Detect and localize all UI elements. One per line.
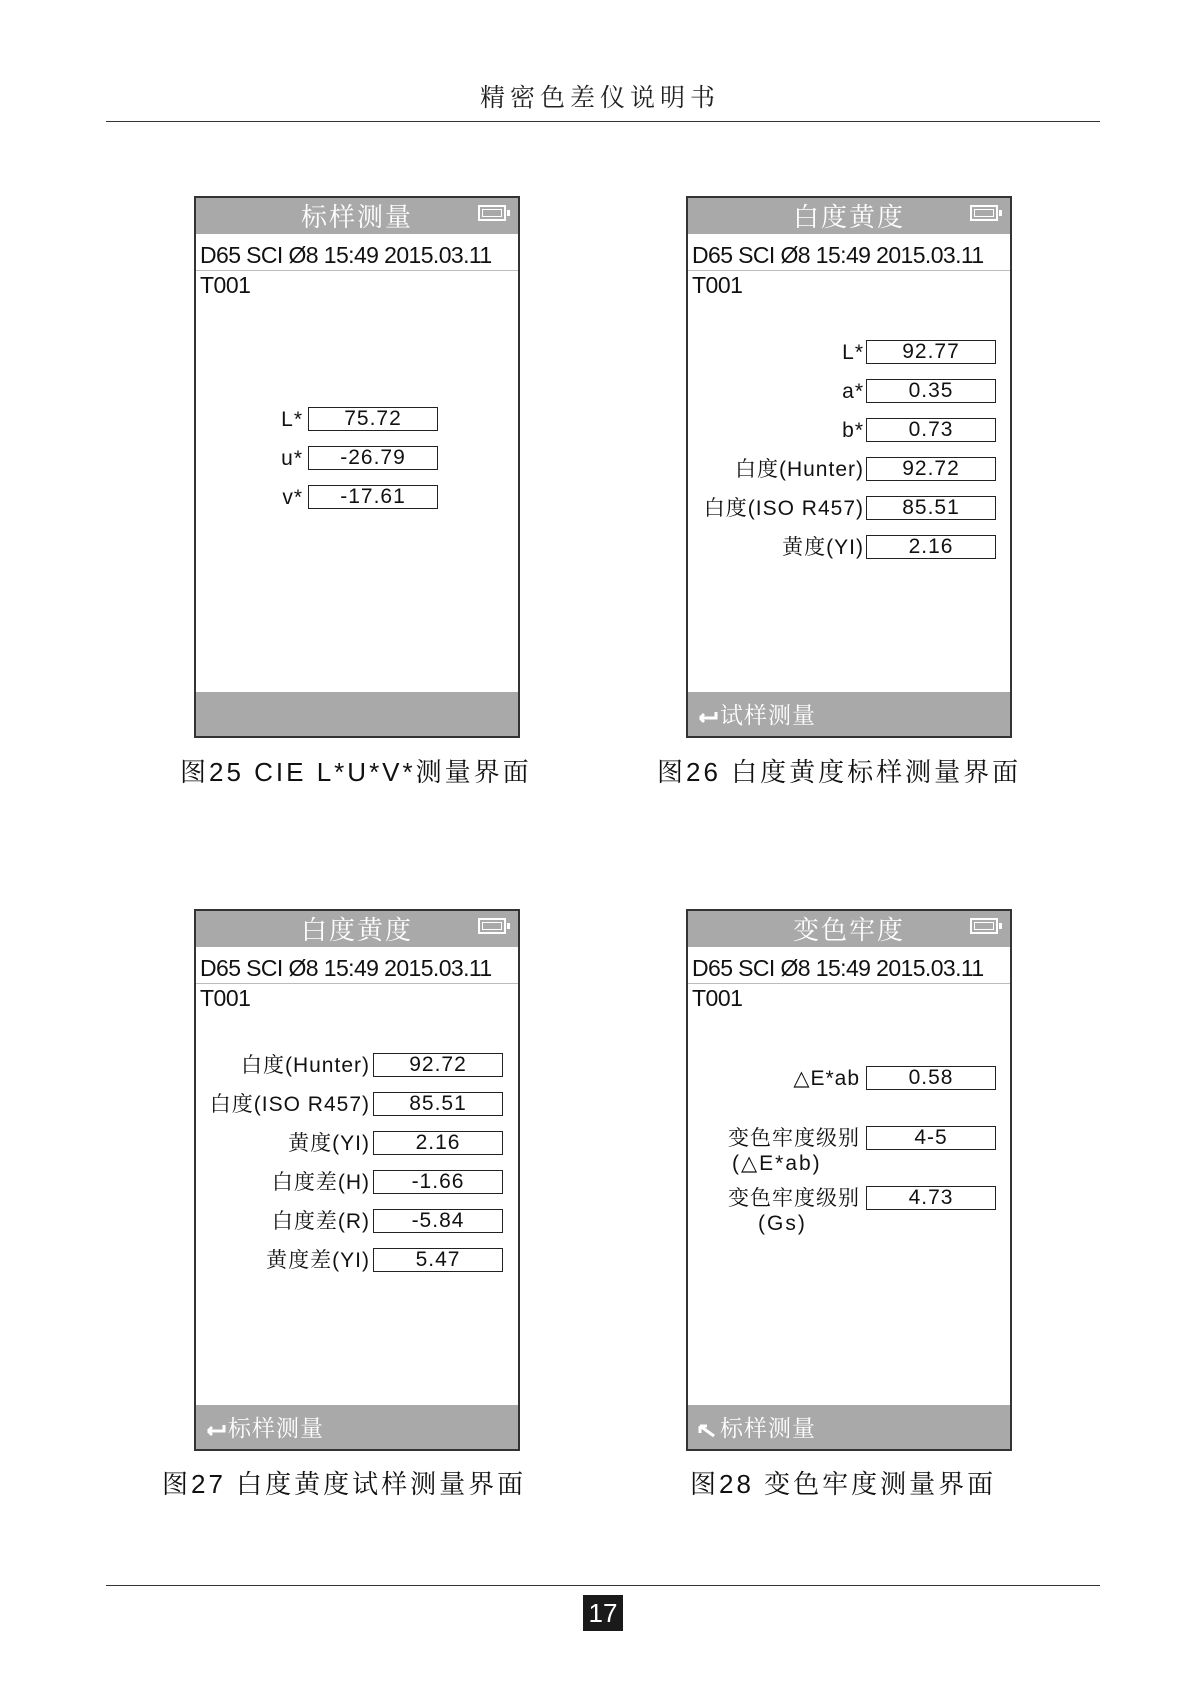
screen-title-bar (196, 198, 518, 234)
value-row-fastness-grade-de (688, 1126, 1014, 1175)
value-box: -5.84 (373, 1209, 503, 1233)
value-row (688, 340, 1014, 366)
value-box: 92.72 (866, 457, 996, 481)
value-box: -1.66 (373, 1170, 503, 1194)
reference-sample-softkey[interactable] (196, 1405, 518, 1449)
value-label: a* (842, 380, 864, 403)
value-sublabel: (Gs) (758, 1212, 807, 1235)
value-row-v (196, 485, 522, 511)
value-label: 变色牢度级别 (728, 1127, 860, 1150)
figure-caption-28: 图28 变色牢度测量界面 (690, 1469, 997, 1499)
status-divider (688, 983, 1010, 984)
value-row (688, 496, 1014, 522)
value-box: 2.16 (373, 1131, 503, 1155)
value-box: 85.51 (866, 496, 996, 520)
footer-label: 试样测量 (720, 702, 816, 728)
value-box: -17.61 (308, 485, 438, 509)
screen-title-bar (688, 911, 1010, 947)
value-row-delta-e (688, 1066, 1014, 1092)
value-row-fastness-grade-gs (688, 1186, 1014, 1235)
value-row (196, 1170, 522, 1196)
value-label: u* (281, 447, 303, 470)
screen-title-bar (688, 198, 1010, 234)
value-label: △E*ab (793, 1067, 860, 1090)
value-box: -26.79 (308, 446, 438, 470)
screen-footer-bar (196, 692, 518, 736)
value-label: 黄度(YI) (782, 536, 864, 559)
value-box: 92.72 (373, 1053, 503, 1077)
value-label: 白度(ISO R457) (209, 1093, 370, 1116)
battery-icon (970, 918, 998, 934)
status-line: D65 SCI Ø8 15:49 2015.03.11 (200, 242, 492, 268)
status-divider (196, 983, 518, 984)
value-label: 白度(Hunter) (734, 458, 864, 481)
value-box: 0.58 (866, 1066, 996, 1090)
status-divider (688, 270, 1010, 271)
value-label: 白度差(H) (271, 1171, 370, 1194)
test-sample-softkey[interactable] (688, 692, 1010, 736)
screen-title: 白度黄度 (792, 202, 905, 232)
value-box: 92.77 (866, 340, 996, 364)
value-box: 85.51 (373, 1092, 503, 1116)
value-row (688, 457, 1014, 483)
value-label: v* (282, 486, 303, 509)
screen-color-fastness (686, 909, 1012, 1451)
back-arrow-icon (694, 1405, 720, 1451)
value-label: b* (842, 419, 864, 442)
value-row (688, 379, 1014, 405)
screen-cie-luv (194, 196, 520, 738)
footer-label: 标样测量 (228, 1415, 324, 1441)
value-label: 变色牢度级别 (728, 1187, 860, 1210)
value-box: 0.35 (866, 379, 996, 403)
value-row (688, 535, 1014, 561)
figure-caption-25: 图25 CIE L*U*V*测量界面 (180, 757, 532, 787)
value-row (196, 1131, 522, 1157)
value-box: 5.47 (373, 1248, 503, 1272)
header-rule (106, 121, 1100, 122)
value-box: 4-5 (866, 1126, 996, 1150)
value-box: 0.73 (866, 418, 996, 442)
value-label: 黄度差(YI) (266, 1249, 370, 1272)
battery-icon (970, 205, 998, 221)
value-sublabel: (△E*ab) (732, 1152, 822, 1175)
return-arrow-icon (202, 1405, 228, 1451)
value-box: 4.73 (866, 1186, 996, 1210)
page-number: 17 (583, 1595, 623, 1631)
figure-caption-27: 图27 白度黄度试样测量界面 (162, 1469, 527, 1499)
sample-id: T001 (692, 272, 743, 298)
reference-sample-softkey[interactable] (688, 1405, 1010, 1449)
value-label: L* (281, 408, 303, 431)
value-row (196, 1248, 522, 1274)
value-box: 2.16 (866, 535, 996, 559)
sample-id: T001 (200, 985, 251, 1011)
value-label: 白度(ISO R457) (703, 497, 864, 520)
value-box: 75.72 (308, 407, 438, 431)
screen-title: 白度黄度 (300, 915, 413, 945)
status-line: D65 SCI Ø8 15:49 2015.03.11 (692, 955, 984, 981)
battery-icon (478, 205, 506, 221)
sample-id: T001 (692, 985, 743, 1011)
screen-title: 标样测量 (300, 202, 413, 232)
footer-rule (106, 1585, 1100, 1586)
value-label: 白度(Hunter) (240, 1054, 370, 1077)
value-label: 黄度(YI) (288, 1132, 370, 1155)
value-row (196, 1092, 522, 1118)
status-line: D65 SCI Ø8 15:49 2015.03.11 (200, 955, 492, 981)
return-arrow-icon (694, 692, 720, 738)
value-row (196, 1053, 522, 1079)
value-row (688, 418, 1014, 444)
screen-title: 变色牢度 (792, 915, 905, 945)
value-label: 白度差(R) (271, 1210, 370, 1233)
sample-id: T001 (200, 272, 251, 298)
value-row-l (196, 407, 522, 433)
status-line: D65 SCI Ø8 15:49 2015.03.11 (692, 242, 984, 268)
value-label: L* (842, 341, 864, 364)
value-row-u (196, 446, 522, 472)
battery-icon (478, 918, 506, 934)
screen-whiteness-reference (686, 196, 1012, 738)
value-row (196, 1209, 522, 1235)
page-header-title: 精密色差仪说明书 (479, 84, 720, 112)
figure-caption-26: 图26 白度黄度标样测量界面 (657, 757, 1022, 787)
status-divider (196, 270, 518, 271)
screen-whiteness-sample (194, 909, 520, 1451)
footer-label: 标样测量 (720, 1415, 816, 1441)
screen-title-bar (196, 911, 518, 947)
